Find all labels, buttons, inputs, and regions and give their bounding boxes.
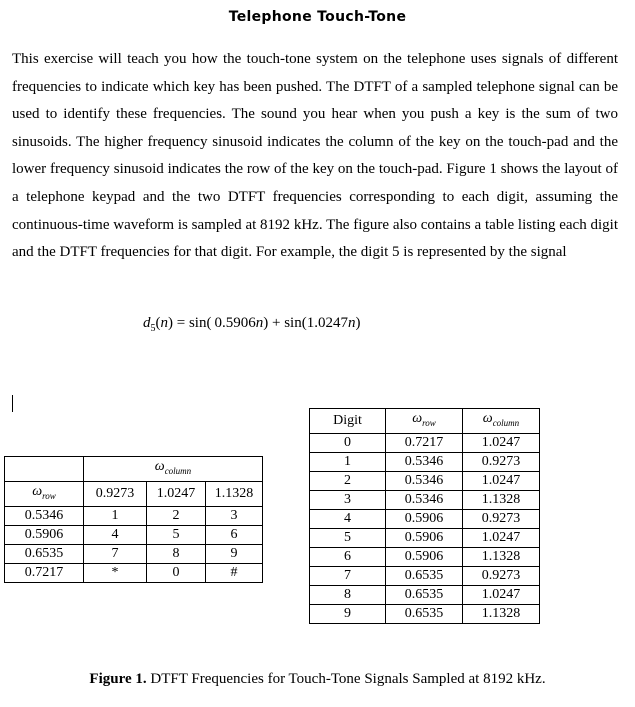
key-cell: 5 [147, 526, 206, 545]
freq-row [310, 548, 540, 567]
key-cell: 6 [206, 526, 263, 545]
column-freq-cell: 0.9273 [463, 453, 540, 472]
column-freq-cell: 1.0247 [463, 434, 540, 453]
omega-column-header: $\omega_{column}$ [463, 409, 540, 434]
caption-label: Figure 1. [89, 671, 147, 687]
row-freq: 0.5906 [5, 526, 84, 545]
row-freq-cell: 0.6535 [386, 567, 463, 586]
keypad-row [5, 545, 263, 564]
key-cell: 8 [147, 545, 206, 564]
freq-row [310, 586, 540, 605]
text-cursor [12, 395, 13, 412]
key-cell: 1 [84, 507, 147, 526]
row-freq-cell: 0.5346 [386, 453, 463, 472]
digit-cell: 2 [310, 472, 386, 491]
key-cell: 2 [147, 507, 206, 526]
row-freq-cell: 0.5906 [386, 548, 463, 567]
digit-cell: 1 [310, 453, 386, 472]
digit-cell: 0 [310, 434, 386, 453]
freq-row [310, 491, 540, 510]
column-freq-cell: 1.0247 [463, 529, 540, 548]
column-freq: 0.9273 [84, 482, 147, 507]
digit-cell: 7 [310, 567, 386, 586]
digit-cell: 9 [310, 605, 386, 624]
page-title: Telephone Touch-Tone [228, 9, 407, 25]
row-freq-cell: 0.5906 [386, 510, 463, 529]
digit-cell: 6 [310, 548, 386, 567]
freq-row [310, 472, 540, 491]
column-freq-cell: 1.0247 [463, 586, 540, 605]
column-freq: 1.1328 [206, 482, 263, 507]
key-cell: 7 [84, 545, 147, 564]
column-freq-cell: 1.1328 [463, 548, 540, 567]
freq-header-row [310, 409, 540, 434]
equation: $d_5(n) = \sin$( 0.5906n) + sin(1.0247n) [143, 315, 361, 334]
column-freq-cell: 0.9273 [463, 567, 540, 586]
column-freq-cell: 1.0247 [463, 472, 540, 491]
key-cell: 0 [147, 564, 206, 583]
column-freq-cell: 1.1328 [463, 605, 540, 624]
row-freq-cell: 0.5906 [386, 529, 463, 548]
row-freq-cell: 0.6535 [386, 605, 463, 624]
freq-row [310, 453, 540, 472]
digit-cell: 5 [310, 529, 386, 548]
keypad-column-freq-row [5, 482, 263, 507]
row-freq-cell: 0.6535 [386, 586, 463, 605]
row-freq: 0.5346 [5, 507, 84, 526]
digit-header: Digit [310, 409, 386, 434]
column-freq-cell: 1.1328 [463, 491, 540, 510]
keypad-row [5, 526, 263, 545]
row-freq: 0.7217 [5, 564, 84, 583]
freq-row [310, 510, 540, 529]
key-cell: # [206, 564, 263, 583]
keypad-header-row [5, 457, 263, 482]
row-freq: 0.6535 [5, 545, 84, 564]
intro-paragraph: This exercise will teach you how the touch-tone system on the telephone uses signals of different frequencies to indicate which key has been pushed. The DTFT of a sampled telephone signal can be used to identify these frequencies. The sound you hear when you push a key is the sum of two sinusoids. The higher frequency sinusoid indicates the column of the key on the touch-pad and the lower frequency sinusoid indicates the row of the key on the touch-pad. Figure 1 shows the layout of a telephone keypad and the two DTFT frequencies corresponding to each digit, assuming the continuous-time waveform is sampled at 8192 kHz. The figure also contains a table listing each digit and the DTFT frequencies for that digit. For example, the digit 5 is represented by the signal [12, 51, 618, 261]
row-freq-cell: 0.7217 [386, 434, 463, 453]
caption-text: DTFT Frequencies for Touch-Tone Signals Sampled at 8192 kHz. [146, 671, 546, 687]
freq-row [310, 567, 540, 586]
omega-column-label: $\omega_{column}$ [84, 457, 263, 482]
freq-row [310, 434, 540, 453]
row-freq-cell: 0.5346 [386, 472, 463, 491]
freq-row [310, 605, 540, 624]
key-cell: 9 [206, 545, 263, 564]
digit-cell: 3 [310, 491, 386, 510]
keypad-row [5, 507, 263, 526]
keypad-row [5, 564, 263, 583]
row-freq-cell: 0.5346 [386, 491, 463, 510]
key-cell: * [84, 564, 147, 583]
column-freq: 1.0247 [147, 482, 206, 507]
figure-caption [0, 671, 635, 688]
column-freq-cell: 0.9273 [463, 510, 540, 529]
omega-row-label: $\omega_{row}$ [5, 482, 84, 507]
keypad-table [4, 456, 263, 583]
digit-cell: 8 [310, 586, 386, 605]
frequency-table [309, 408, 540, 624]
digit-cell: 4 [310, 510, 386, 529]
omega-row-header: $\omega_{row}$ [386, 409, 463, 434]
freq-row [310, 529, 540, 548]
key-cell: 3 [206, 507, 263, 526]
key-cell: 4 [84, 526, 147, 545]
